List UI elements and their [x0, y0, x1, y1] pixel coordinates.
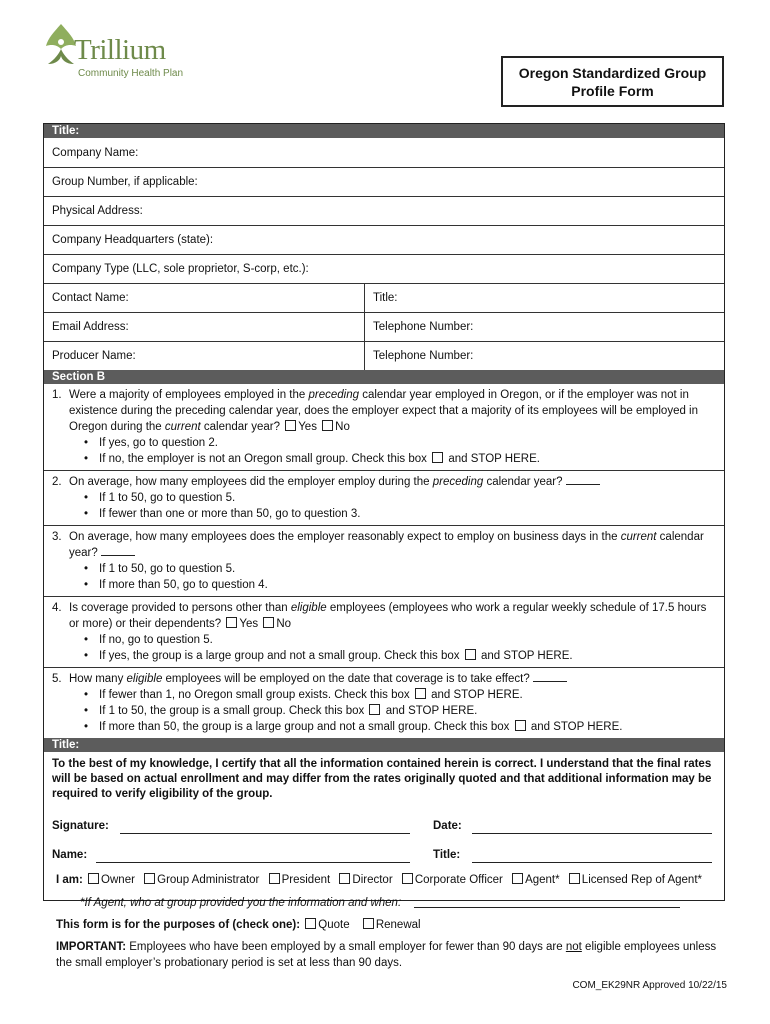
- no-label: No: [335, 421, 350, 433]
- question-text: Were a majority of employees employed in the preceding calendar year employed in Oregon, or if the employer was not in existence during the preceding calendar year, does the employer expect that a majority of its employees will be employed in Oregon during the current calendar year? Yes No: [69, 389, 699, 433]
- bullet-icon: •: [84, 492, 89, 504]
- important-note: IMPORTANT: Employees who have been employed by a small employer for fewer than 90 days are not eligible employees unless the small employer’s probationary period is set at less than 90 days.: [56, 941, 717, 969]
- question-text: How many eligible employees will be employed on the date that coverage is to take effect?: [69, 671, 714, 687]
- bullet-text: If more than 50, go to question 4.: [99, 579, 268, 591]
- form-title-line1: Oregon Standardized Group: [518, 65, 707, 81]
- producer-name-field[interactable]: [44, 342, 365, 370]
- licensed-rep-checkbox[interactable]: [569, 873, 580, 884]
- telephone-field-2[interactable]: [365, 342, 473, 370]
- name-line[interactable]: [96, 862, 410, 863]
- company-type-label: Company Type (LLC, sole proprietor, S-corp, etc.):: [52, 263, 309, 275]
- purpose-option: Quote: [318, 919, 350, 931]
- producer-name-label: Producer Name:: [52, 350, 136, 362]
- no-checkbox[interactable]: [322, 420, 333, 431]
- stop-checkbox[interactable]: [415, 688, 426, 699]
- director-checkbox[interactable]: [339, 873, 350, 884]
- bullet-icon: •: [84, 634, 89, 646]
- form-title-box: [501, 56, 724, 107]
- email-row: [44, 312, 724, 341]
- question-text: On average, how many employees does the employer reasonably expect to employ on business days in the current calendar year?: [69, 531, 704, 559]
- question-number: 3.: [52, 531, 62, 543]
- role-option: Corporate Officer: [414, 874, 503, 886]
- form-footer-code: COM_EK29NR Approved 10/22/15: [572, 980, 727, 991]
- certification-text: To the best of my knowledge, I certify that all the information contained herein is correct. I understand that the final rates will be based on actual enrollment and may differ from the rates originally quoted and that additional information may be required to verify eligibility of the group.: [52, 758, 712, 800]
- group-administrator-checkbox[interactable]: [144, 873, 155, 884]
- president-checkbox[interactable]: [269, 873, 280, 884]
- stop-checkbox[interactable]: [432, 452, 443, 463]
- role-option: Licensed Rep of Agent*: [581, 874, 702, 886]
- telephone-label-1: Telephone Number:: [373, 321, 474, 333]
- important-label: IMPORTANT:: [56, 941, 127, 953]
- count-blank[interactable]: [101, 546, 135, 556]
- company-name-field[interactable]: [44, 138, 724, 167]
- signature-label: Signature:: [52, 820, 109, 832]
- purpose-label: This form is for the purposes of (check one):: [56, 919, 301, 931]
- group-number-label: Group Number, if applicable:: [52, 176, 198, 188]
- role-option: President: [281, 874, 331, 886]
- contact-title-field[interactable]: [365, 284, 398, 312]
- role-option: Agent*: [525, 874, 560, 886]
- agent-info-line[interactable]: [414, 907, 680, 908]
- quote-checkbox[interactable]: [305, 918, 316, 929]
- title-label: Title:: [433, 849, 461, 861]
- profile-form: [43, 123, 725, 901]
- contact-title-label: Title:: [373, 292, 398, 304]
- yes-checkbox[interactable]: [285, 420, 296, 431]
- question-5: [44, 667, 724, 738]
- bullet-icon: •: [84, 563, 89, 575]
- physical-address-label: Physical Address:: [52, 205, 143, 217]
- logo-tagline: Community Health Plan: [78, 68, 184, 79]
- bullet-text: If more than 50, the group is a large group and not a small group. Check this box and STOP HERE.: [99, 721, 623, 733]
- bullet-icon: •: [84, 705, 89, 717]
- telephone-label-2: Telephone Number:: [373, 350, 474, 362]
- bullet-text: If no, go to question 5.: [99, 634, 213, 646]
- bullet-icon: •: [84, 650, 89, 662]
- company-name-label: Company Name:: [52, 146, 139, 159]
- no-label: No: [276, 618, 292, 630]
- agent-checkbox[interactable]: [512, 873, 523, 884]
- question-text: Is coverage provided to persons other than eligible employees (employees who work a regular weekly schedule of 17.5 hours or more) or their dependents? Yes No: [69, 602, 707, 630]
- bullet-text: If 1 to 50, go to question 5.: [99, 563, 236, 575]
- title-line[interactable]: [472, 862, 712, 863]
- telephone-field-1[interactable]: [365, 313, 473, 341]
- bullet-text: If 1 to 50, the group is a small group. Check this box and STOP HERE.: [99, 705, 478, 717]
- company-type-field[interactable]: [44, 254, 724, 283]
- question-2: [44, 470, 724, 525]
- question-3: [44, 525, 724, 596]
- contact-row: [44, 283, 724, 312]
- bullet-icon: •: [84, 721, 89, 733]
- producer-row: [44, 341, 724, 370]
- question-number: 4.: [52, 602, 62, 614]
- bullet-text: If 1 to 50, go to question 5.: [99, 492, 236, 504]
- date-line[interactable]: [472, 833, 712, 834]
- role-option: Owner: [101, 874, 135, 886]
- section-a-header: Title:: [44, 124, 724, 138]
- name-label: Name:: [52, 849, 88, 861]
- question-number: 5.: [52, 673, 62, 685]
- physical-address-field[interactable]: [44, 196, 724, 225]
- bullet-text: If fewer than one or more than 50, go to question 3.: [99, 508, 361, 520]
- owner-checkbox[interactable]: [88, 873, 99, 884]
- email-field[interactable]: [44, 313, 365, 341]
- bullet-text: If no, the employer is not an Oregon small group. Check this box and STOP HERE.: [99, 453, 540, 465]
- group-number-field[interactable]: [44, 167, 724, 196]
- stop-checkbox[interactable]: [515, 720, 526, 731]
- headquarters-field[interactable]: [44, 225, 724, 254]
- purpose-option: Renewal: [375, 919, 421, 931]
- role-selector: [56, 873, 726, 886]
- question-4: [44, 596, 724, 667]
- bullet-text: If fewer than 1, no Oregon small group exists. Check this box and STOP HERE.: [99, 689, 523, 701]
- logo-name: Trillium: [74, 34, 166, 66]
- stop-checkbox[interactable]: [369, 704, 380, 715]
- count-blank[interactable]: [533, 672, 567, 682]
- bullet-text: If yes, go to question 2.: [99, 437, 218, 449]
- section-c-header: Title:: [44, 738, 724, 752]
- yes-label: Yes: [298, 421, 317, 433]
- bullet-icon: •: [84, 508, 89, 520]
- agent-note: *If Agent, who at group provided you the information and when:: [80, 897, 402, 909]
- email-label: Email Address:: [52, 321, 129, 333]
- bullet-icon: •: [84, 453, 89, 465]
- renewal-checkbox[interactable]: [363, 918, 374, 929]
- yes-checkbox[interactable]: [226, 617, 237, 628]
- trillium-logo: [44, 22, 204, 82]
- bullet-icon: •: [84, 689, 89, 701]
- role-label: I am:: [56, 874, 83, 886]
- headquarters-label: Company Headquarters (state):: [52, 234, 214, 246]
- question-1: [44, 384, 724, 470]
- date-label: Date:: [433, 820, 462, 832]
- count-blank[interactable]: [566, 475, 600, 485]
- role-option: Director: [352, 874, 393, 886]
- no-checkbox[interactable]: [263, 617, 274, 628]
- bullet-icon: •: [84, 579, 89, 591]
- question-number: 2.: [52, 476, 62, 488]
- contact-name-field[interactable]: [44, 284, 365, 312]
- section-b-header: Section B: [44, 370, 724, 384]
- purpose-selector: [56, 918, 726, 931]
- yes-label: Yes: [239, 618, 259, 630]
- form-title-line2: Profile Form: [571, 83, 654, 99]
- stop-checkbox[interactable]: [465, 649, 476, 660]
- contact-name-label: Contact Name:: [52, 292, 129, 304]
- signature-line[interactable]: [120, 833, 410, 834]
- bullet-text: If yes, the group is a large group and not a small group. Check this box and STOP HERE.: [99, 650, 573, 662]
- corporate-officer-checkbox[interactable]: [402, 873, 413, 884]
- bullet-icon: •: [84, 437, 89, 449]
- question-text: On average, how many employees did the employer employ during the preceding calendar year?: [69, 474, 714, 490]
- role-option: Group Administrator: [157, 874, 260, 886]
- trillium-leaf-icon: [44, 22, 78, 66]
- question-number: 1.: [52, 389, 62, 401]
